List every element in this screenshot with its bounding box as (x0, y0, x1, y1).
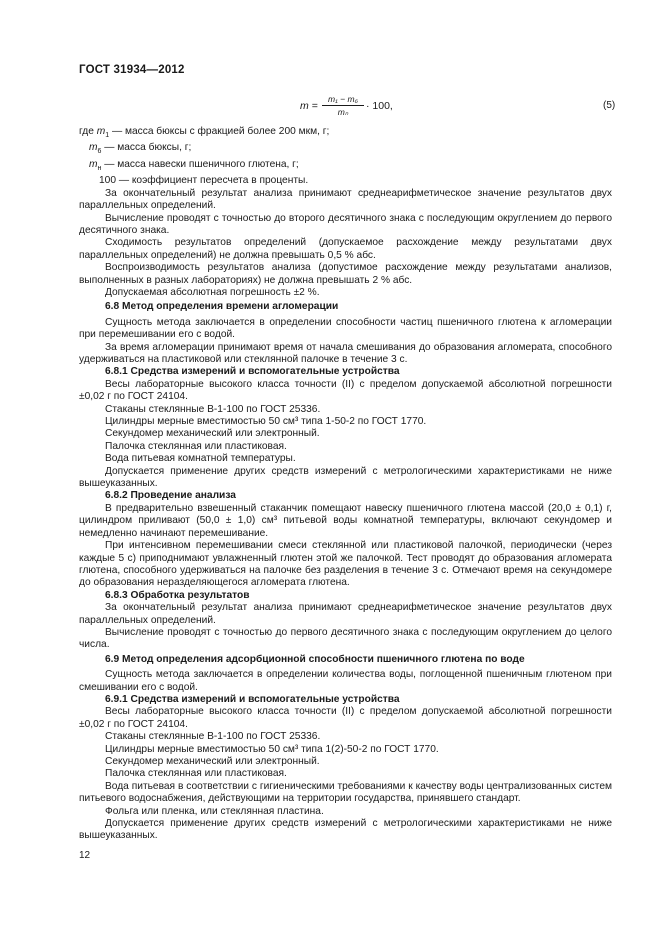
definition-m1: где $m_1$ — масса бюксы с фракцией более 200 мкм, г; (79, 126, 330, 140)
subsection-heading-6-9-1: 6.9.1 Средства измерений и вспомогательные устройства (105, 693, 400, 705)
equation-number: (5) (603, 100, 616, 111)
formula-5 (300, 94, 600, 122)
formula-rhs: · 100, (366, 100, 393, 112)
definition-mn: $m_н$ — масса навески пшеничного глютена, г; (89, 158, 299, 172)
definition-100: 100 — коэффициент пересчета в проценты. (99, 175, 309, 187)
paragraph: Допускается применение других средств измерений с метрологическими характеристиками не ниже вышеуказанных. (79, 465, 612, 490)
paragraph: Сходимость результатов определений (допускаемое расхождение между результатами двух параллельных определений) не должна превышать 0,5 % абс. (79, 237, 612, 261)
paragraph: Секундомер механический или электронный. (105, 428, 320, 440)
subsection-heading-6-8-2: 6.8.2 Проведение анализа (105, 490, 236, 502)
paragraph: Фольга или пленка, или стеклянная пластина. (105, 805, 324, 817)
paragraph: Весы лабораторные высокого класса точности (II) с пределом допускаемой абсолютной погрешности ±0,02 г по ГОСТ 24104. (79, 378, 612, 403)
paragraph: Допускается применение других средств измерений с метрологическими характеристиками не ниже вышеуказанных. (79, 818, 612, 842)
document-body (79, 126, 612, 843)
paragraph: Палочка стеклянная или пластиковая. (105, 768, 287, 780)
paragraph: При интенсивном перемешивании смеси стеклянной или пластиковой палочкой, периодически (через каждые 5 с) приподнимают увлажненный глютен этой же палочкой. Тест проводят до образования агломерата глютена, способного удерживаться на палочке без разделения в течение 3 с. Отмечают время на секундомере до образования неразделяющегося агломерата глютена. (79, 540, 612, 589)
paragraph: Сущность метода заключается в определении количества воды, поглощенной пшеничным глютеном при смешивании его с водой. (79, 669, 612, 693)
formula-numerator: m₁ − m₆ (322, 94, 364, 106)
subsection-heading-6-8-1: 6.8.1 Средства измерений и вспомогательные устройства (105, 366, 400, 378)
standard-header: ГОСТ 31934—2012 (79, 64, 185, 76)
formula-denominator: mₙ (337, 107, 349, 117)
paragraph: Допускаемая абсолютная погрешность ±2 %. (105, 286, 320, 298)
definition-m6: $m_6$ — масса бюксы, г; (89, 142, 192, 156)
paragraph: Вычисление проводят с точностью до первого десятичного знака с последующим округлением до целого числа. (79, 626, 612, 651)
paragraph: За окончательный результат анализа принимают среднеарифметическое значение результатов двух параллельных определений. (79, 187, 612, 212)
paragraph: Вычисление проводят с точностью до второго десятичного знака с последующим округлением до первого десятичного знака. (79, 212, 612, 236)
formula-lhs: m = (300, 100, 318, 112)
paragraph: Палочка стеклянная или пластиковая. (105, 440, 287, 452)
page-number: 12 (79, 850, 91, 861)
section-heading-6-9: 6.9 Метод определения адсорбционной способности пшеничного глютена по воде (105, 653, 525, 665)
paragraph: Секундомер механический или электронный. (105, 756, 320, 767)
paragraph: В предварительно взвешенный стаканчик помещают навеску пшеничного глютена массой (20,0 ± 0,1) г, цилиндром приливают (50,0 ± 1,0) см³ питьевой воды комнатной температуры, включают секундомер и немедленно начинают перемешивание. (79, 502, 612, 539)
paragraph: Стаканы стеклянные В-1-100 по ГОСТ 25336. (105, 731, 321, 743)
section-heading-6-8: 6.8 Метод определения времени агломерации (105, 301, 339, 313)
formula-fraction (322, 94, 364, 118)
paragraph: Цилиндры мерные вместимостью 50 см³ типа 1-50-2 по ГОСТ 1770. (105, 416, 427, 428)
paragraph: Сущность метода заключается в определении способности частиц пшеничного глютена к агломерации при перемешивании его с водой. (79, 316, 612, 341)
paragraph: За окончательный результат анализа принимают среднеарифметическое значение результатов двух параллельных определений. (79, 602, 612, 626)
paragraph: Вода питьевая в соответствии с гигиеническими требованиями к качеству воды централизованных систем питьевого водоснабжения, действующими на территории государства, принявшего стандарт. (79, 780, 612, 805)
paragraph: Стаканы стеклянные В-1-100 по ГОСТ 25336. (105, 403, 321, 415)
paragraph: За время агломерации принимают время от начала смешивания до образования агломерата, способного удерживаться на пластиковой или стеклянной палочке в течение 3 с. (79, 341, 612, 365)
paragraph: Весы лабораторные высокого класса точности (II) с пределом допускаемой абсолютной погрешности ±0,02 г по ГОСТ 24104. (79, 706, 612, 730)
paragraph: Вода питьевая комнатной температуры. (105, 453, 296, 465)
paragraph: Воспроизводимость результатов анализа (допустимое расхождение между результатами анализов, выполненных в разных лабораториях) не должна превышать 2 % абс. (79, 262, 612, 286)
subsection-heading-6-8-3: 6.8.3 Обработка результатов (105, 589, 250, 601)
paragraph: Цилиндры мерные вместимостью 50 см³ типа 1(2)-50-2 по ГОСТ 1770. (105, 743, 439, 755)
